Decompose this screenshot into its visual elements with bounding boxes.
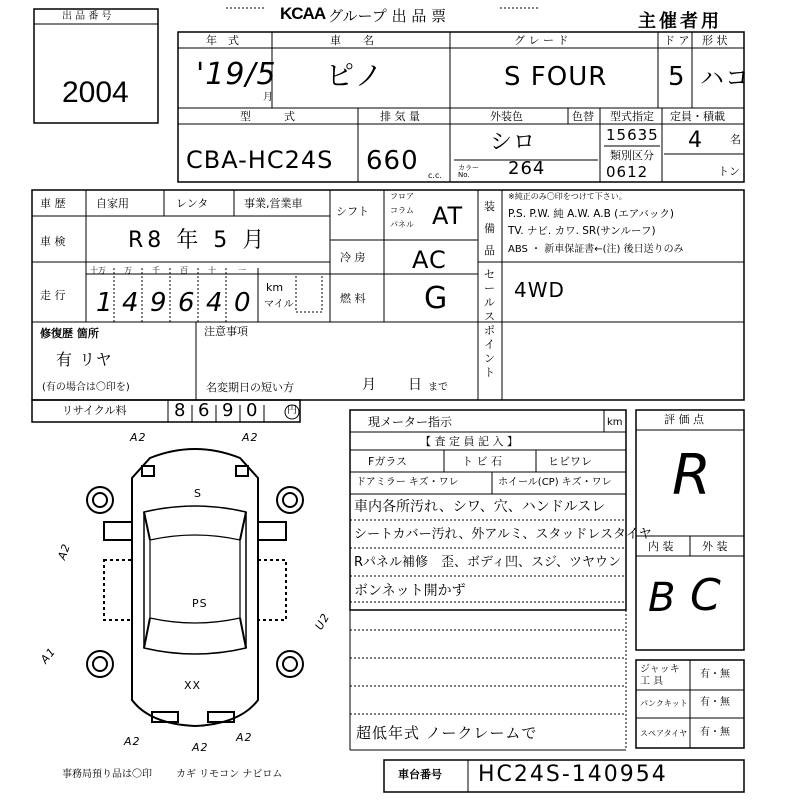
repair-value: 有 リヤ	[56, 350, 113, 369]
grade-value: S FOUR	[504, 62, 608, 92]
ac-label: 冷 房	[340, 251, 366, 264]
color-change-label: 色替	[572, 110, 594, 123]
jack-label: ジャッキ 工 具	[640, 664, 680, 687]
year-unit: 月	[263, 92, 273, 103]
comment-line-4: ボンネット開かず	[354, 583, 466, 599]
mileage-digit: 6	[178, 288, 196, 318]
history-rental[interactable]: レンタ	[176, 197, 209, 210]
equipment-line-2: TV. ナビ. カワ. SR(サンルーフ)	[508, 225, 656, 237]
office-items: カギ リモコン ナビロム	[176, 769, 283, 780]
shift-panel[interactable]: パネル	[390, 220, 414, 229]
mirror-label: ドアミラー キズ・ワレ	[356, 477, 459, 488]
mileage-digit: 0	[234, 288, 252, 318]
diagram-mark: S	[194, 487, 202, 500]
office-note: 事務局預り品は〇印	[62, 769, 152, 780]
mile-label: マイル	[264, 299, 294, 310]
diagram-mark: XX	[184, 679, 202, 692]
diagram-mark: A2	[236, 731, 253, 744]
digit-head-5: 一	[238, 266, 246, 275]
color-no-label: カラー No.	[458, 164, 479, 179]
digit-head-2: 千	[152, 266, 160, 275]
mileage-digit: 4	[122, 288, 140, 318]
interior-value: B	[648, 575, 677, 621]
sales-point-label: セールスポイント	[484, 268, 495, 379]
equipment-line-1: P.S. P.W. 純 A.W. A.B (エアバック)	[508, 208, 675, 220]
displacement-unit: c.c.	[428, 171, 442, 180]
year-label: 年 式	[206, 34, 239, 47]
mileage-digit: 1	[96, 288, 114, 318]
spare-choice[interactable]: 有・無	[700, 727, 730, 738]
shift-floor[interactable]: フロア	[390, 192, 414, 201]
digit-head-3: 百	[180, 266, 188, 275]
recycle-digit: 0	[246, 400, 259, 421]
color-value: シロ	[490, 130, 537, 155]
comment-line-1: 車内各所汚れ、シワ、穴、ハンドルスレ	[354, 499, 606, 515]
inspector-label: 【 査 定 員 記 入 】	[420, 435, 518, 448]
recycle-label: リサイクル料	[62, 404, 127, 417]
lot-number-label: 出 品 番 号	[62, 11, 112, 22]
diagram-mark: A2	[192, 741, 209, 754]
type-spec-label: 型式指定	[610, 110, 654, 123]
transfer-day: 日	[408, 377, 422, 393]
mileage-label: 走 行	[40, 289, 66, 302]
exterior-value: C	[690, 570, 722, 621]
f-glass-label: Fガラス	[368, 455, 407, 468]
capacity-value: 4	[688, 128, 703, 153]
transfer-label: 名変期日の短い方	[206, 381, 294, 394]
rating-label: 評 価 点	[664, 413, 704, 426]
displacement-value: 660	[366, 146, 419, 176]
form-title: グループ 出 品 票	[328, 7, 447, 25]
interior-label: 内 装	[648, 540, 674, 553]
shift-value: AT	[432, 202, 464, 230]
shape-label: 形 状	[702, 34, 728, 47]
jack-choice[interactable]: 有・無	[700, 669, 730, 680]
comment-footer: 超低年式 ノークレームで	[356, 724, 538, 742]
crack-label[interactable]: ヒビワレ	[548, 455, 592, 468]
chassis-value: HC24S-140954	[478, 762, 668, 787]
capacity-unit: 名	[730, 133, 741, 146]
class-label: 類別区分	[610, 149, 654, 162]
repair-label: 修復歴 箇所	[40, 327, 99, 340]
organizer-label: 主催者用	[638, 11, 722, 32]
color-no-value: 264	[508, 158, 546, 179]
diagram-mark: A2	[124, 735, 141, 748]
digit-head-4: 十	[208, 266, 216, 275]
doors-value: 5	[668, 62, 686, 92]
sales-point-value: 4WD	[514, 278, 565, 302]
rating-value: R	[672, 443, 712, 508]
equipment-note: ※純正のみ〇印をつけて下さい。	[508, 192, 627, 201]
shift-column[interactable]: コラム	[390, 206, 414, 215]
history-label: 車 歴	[40, 197, 66, 210]
diagram-mark: A1	[37, 644, 59, 667]
grade-label: グ レ ー ド	[514, 34, 569, 47]
diagram-mark: A2	[130, 431, 147, 444]
spare-label: スペアタイヤ	[640, 729, 688, 738]
diagram-mark: A2	[55, 541, 74, 562]
year-value: '19/5	[196, 57, 277, 92]
color-label: 外装色	[490, 110, 523, 123]
shape-value: ハコ	[700, 64, 750, 92]
inspection-label: 車 検	[40, 235, 66, 248]
transfer-month: 月	[362, 377, 376, 393]
type-spec-value: 15635	[606, 126, 659, 144]
wheel-label: ホイール(CP) キズ・ワレ	[498, 477, 612, 488]
displacement-label: 排 気 量	[380, 110, 420, 123]
model-value: CBA-HC24S	[186, 146, 334, 174]
history-private[interactable]: 自家用	[96, 197, 129, 210]
lot-number: 2004	[62, 76, 129, 109]
car-name-label: 車 名	[330, 34, 374, 47]
notes-label: 注意事項	[204, 325, 248, 338]
history-business[interactable]: 事業,営業車	[244, 197, 303, 210]
chip-label[interactable]: ト ビ 石	[462, 455, 502, 468]
diagram-mark: PS	[192, 597, 208, 610]
load-unit: トン	[718, 165, 740, 178]
diagram-mark: A2	[242, 431, 259, 444]
repair-note: (有の場合は〇印を)	[42, 382, 130, 393]
digit-head-1: 万	[124, 266, 132, 275]
meter-unit: km	[607, 417, 623, 428]
capacity-label: 定員・積載	[670, 110, 725, 123]
car-name-value: ピノ	[326, 59, 384, 92]
digit-head-0: 十万	[90, 266, 106, 275]
puncture-label: パンクキット	[640, 699, 688, 708]
recycle-unit: 円	[287, 405, 297, 416]
meter-label: 現メーター指示	[368, 415, 453, 429]
equipment-label: 装備品	[484, 200, 495, 257]
fuel-value: G	[424, 281, 449, 316]
equipment-line-3: ABS ・ 新車保証書←(注) 後日送りのみ	[508, 244, 684, 255]
recycle-digit: 8	[174, 400, 187, 421]
model-label: 型 式	[240, 110, 295, 123]
recycle-digit: 9	[222, 400, 235, 421]
diagram-mark: U2	[312, 610, 333, 633]
comment-line-2: シートカバー汚れ、外アルミ、スタッドレスタイヤ	[354, 527, 652, 542]
comment-line-3: Rパネル補修 歪、ボディ凹、スジ、ツヤウン	[354, 555, 621, 570]
transfer-until: まで	[428, 382, 448, 393]
puncture-choice[interactable]: 有・無	[700, 697, 730, 708]
mileage-digit: 4	[206, 288, 224, 318]
chassis-label: 車台番号	[398, 768, 442, 781]
doors-label: ド ア	[664, 34, 690, 47]
brand-logo: KCAA	[280, 4, 326, 23]
exterior-label: 外 装	[702, 540, 728, 553]
recycle-digit: 6	[198, 400, 211, 421]
km-label: km	[266, 281, 284, 294]
shift-label: シフト	[336, 205, 369, 218]
ac-value: AC	[412, 246, 447, 274]
fuel-label: 燃 料	[340, 292, 366, 305]
inspection-value: R8 年 5 月	[128, 228, 269, 253]
mileage-digit: 9	[150, 288, 168, 318]
class-value: 0612	[606, 163, 649, 181]
